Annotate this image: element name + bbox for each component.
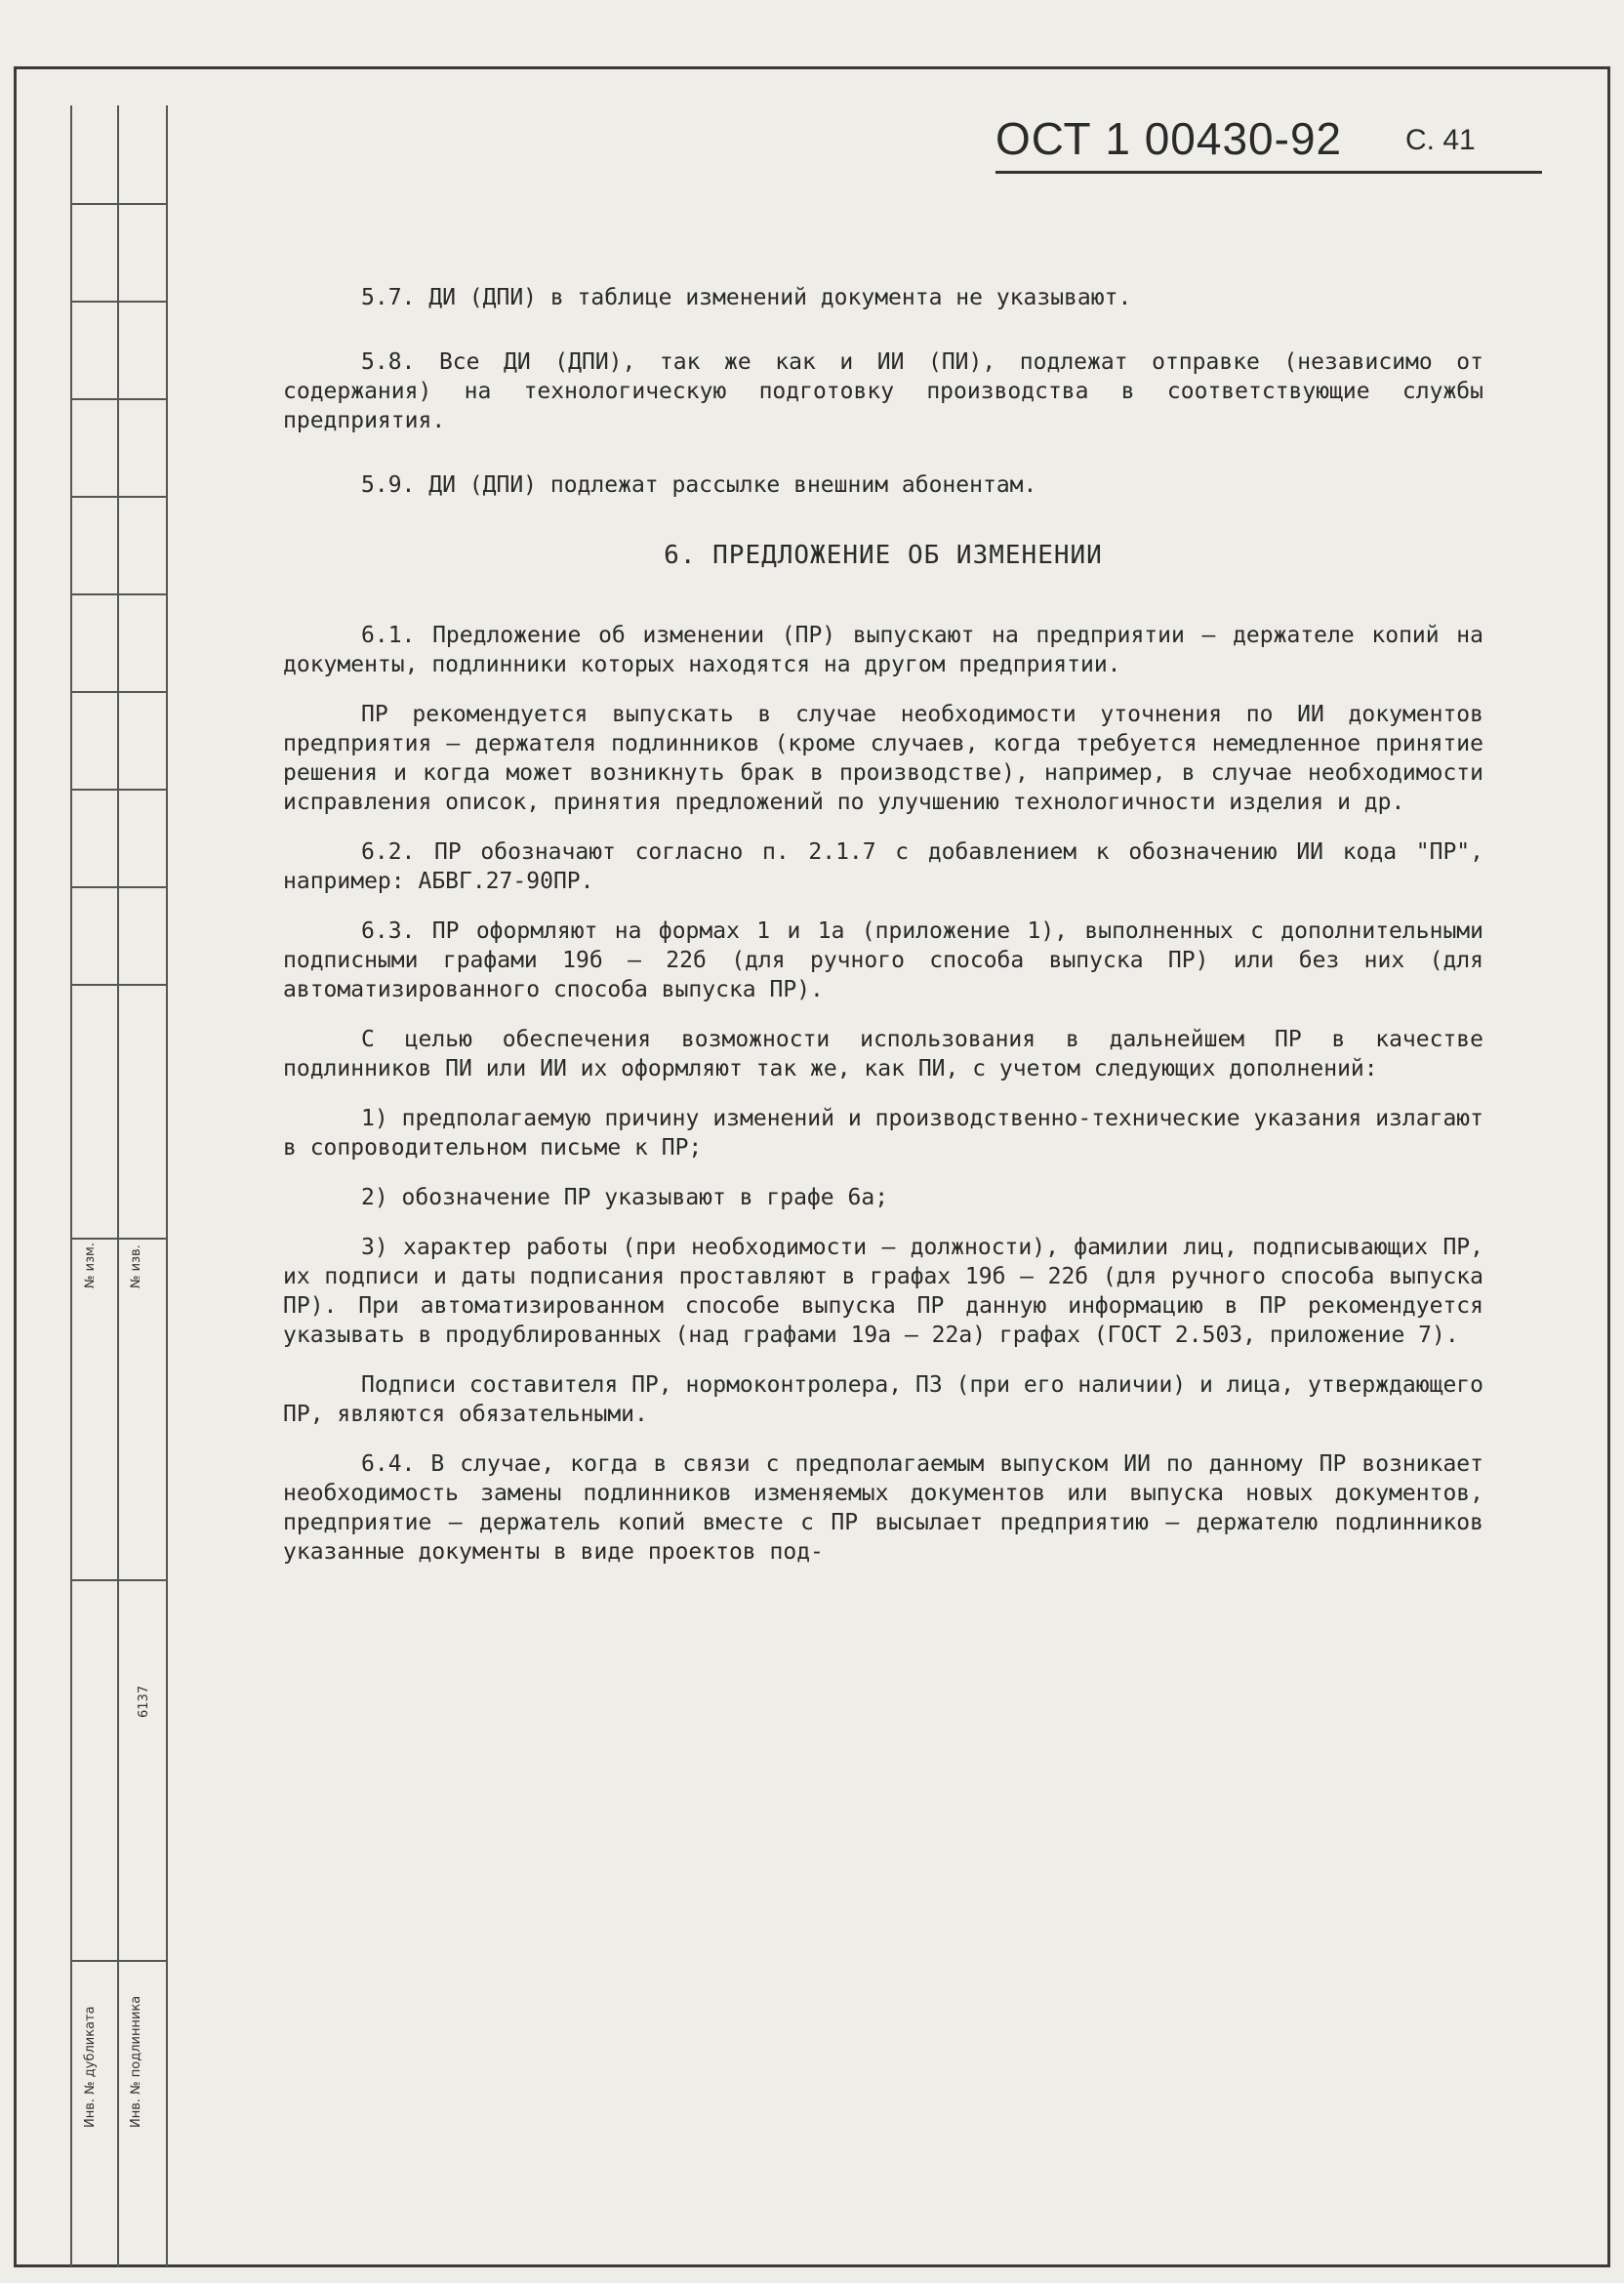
registration-number: 6137 [137,1685,151,1718]
paragraph-6-1-continued: ПР рекомендуется выпускать в случае необходимости уточнения по ИИ документов предприятия – держателя подлинников (кроме случаев, когда требуется немедленное принятие решения и когда может возникнуть брак в производстве), например, в случае необходимости исправления описок, принятия предложений по улучшению технологичности изделия и др. [283,702,1483,815]
paragraph-5-9: 5.9. ДИ (ДПИ) подлежат рассылке внешним абонентам. [361,472,1037,498]
paragraph-5-7: 5.7. ДИ (ДПИ) в таблице изменений документа не указывают. [361,285,1132,310]
document-code: ОСТ 1 00430-92 [995,113,1343,164]
paragraph-6-3-continued: С целью обеспечения возможности использования в дальнейшем ПР в качестве подлинников ПИ или ИИ их оформляют так же, как ПИ, с учетом следующих дополнений: [283,1027,1483,1081]
paragraph-5-8: 5.8. Все ДИ (ДПИ), так же как и ИИ (ПИ), подлежат отправке (независимо от содержания) на технологическую подготовку производства в соответствующие службы предприятия. [283,349,1483,433]
paragraph-6-1: 6.1. Предложение об изменении (ПР) выпускают на предприятии – держателе копий на документы, подлинники которых находятся на другом предприятии. [283,623,1483,677]
document-body [283,283,1483,1587]
paragraph-6-2: 6.2. ПР обозначают согласно п. 2.1.7 с добавлением к обозначению ИИ кода "ПР", например: АБВГ.27-90ПР. [283,839,1483,894]
paragraph-6-3: 6.3. ПР оформляют на формах 1 и 1а (приложение 1), выполненных с дополнительными подписными графами 19б – 22б (для ручного способа выпуска ПР) или без них (для автоматизированного способа выпуска ПР). [283,918,1483,1002]
paragraph-6-4: 6.4. В случае, когда в связи с предполагаемым выпуском ИИ по данному ПР возникает необходимость замены подлинников изменяемых документов или выпуска новых документов, предприятие – держатель копий вместе с ПР высылает предприятию – держателю подлинников указанные документы в виде проектов под- [283,1451,1483,1565]
change-number-label: № изм. [83,1243,98,1288]
page-header [995,112,1581,171]
notice-number-label: № изв. [129,1244,143,1288]
side-stamp-strip [70,105,168,2266]
page-number: С. 41 [1405,124,1476,156]
list-item-1: 1) предполагаемую причину изменений и производственно-технические указания излагают в сопроводительном письме к ПР; [283,1106,1483,1161]
list-item-3: 3) характер работы (при необходимости – должности), фамилии лиц, подписывающих ПР, их подписи и даты подписания проставляют в графах 19б – 22б (для ручного способа выпуска ПР). При автоматизированном способе выпуска ПР данную информацию в ПР рекомендуется указывать в продублированных (над графами 19а – 22а) графах (ГОСТ 2.503, приложение 7). [283,1235,1483,1348]
original-inventory-label: Инв. № подлинника [129,1995,143,2128]
list-item-2: 2) обозначение ПР указывают в графе 6а; [361,1185,889,1210]
duplicate-inventory-label: Инв. № дубликата [83,2006,98,2128]
paragraph-6-3-signatures: Подписи составителя ПР, нормоконтролера, ПЗ (при его наличии) и лица, утверждающего ПР, являются обязательными. [283,1372,1483,1427]
section-heading: 6. ПРЕДЛОЖЕНИЕ ОБ ИЗМЕНЕНИИ [664,541,1103,570]
